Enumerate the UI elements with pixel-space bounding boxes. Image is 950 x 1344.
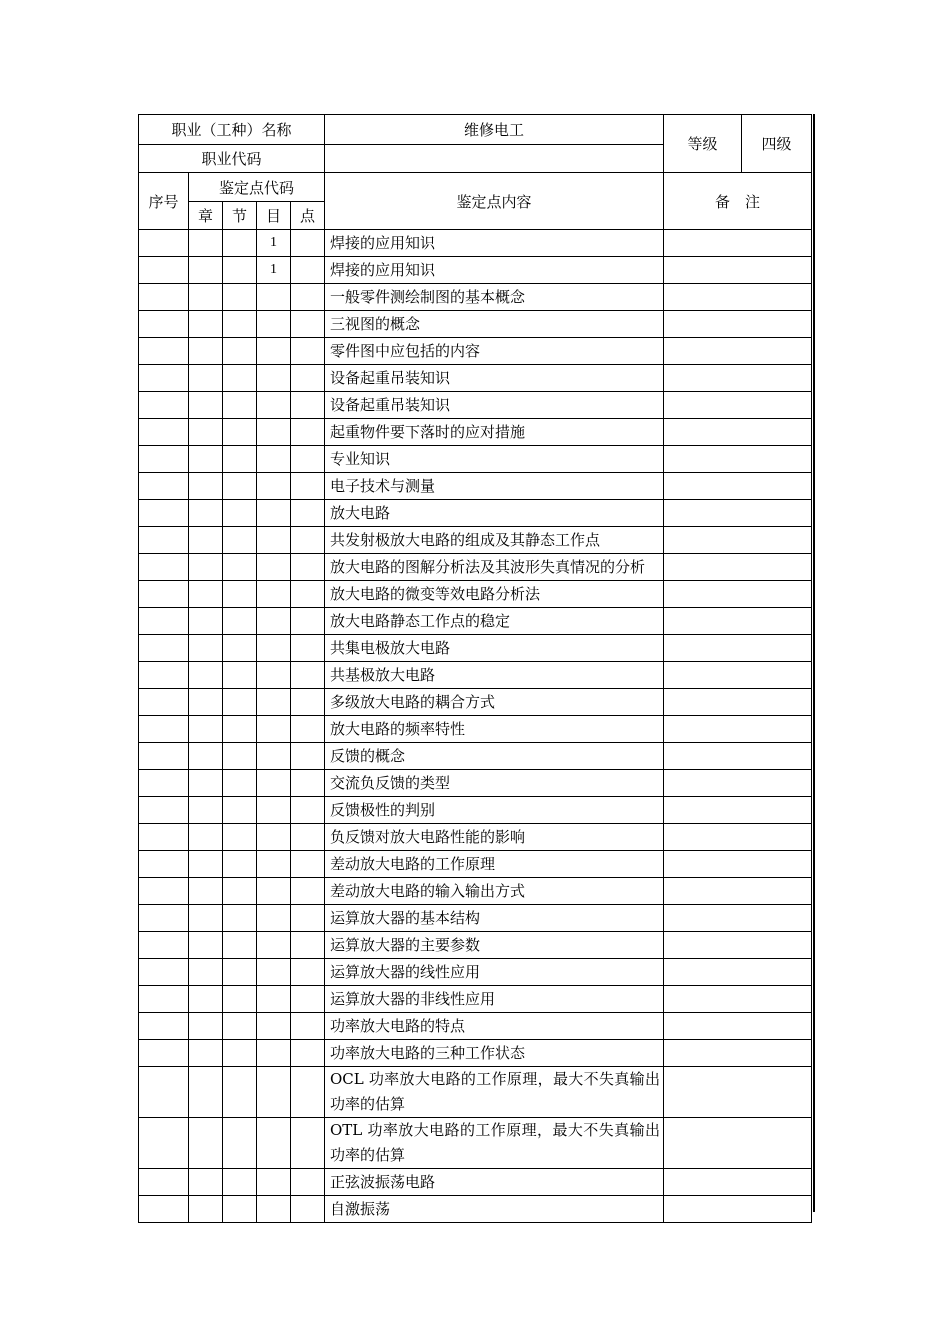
- content-cell: 反馈的概念: [325, 743, 664, 770]
- item-cell: [257, 365, 291, 392]
- point-cell: [291, 446, 325, 473]
- item-cell: [257, 797, 291, 824]
- point-cell: [291, 1013, 325, 1040]
- seq-cell: [139, 311, 189, 338]
- item-header: 目: [257, 202, 291, 230]
- point-cell: [291, 365, 325, 392]
- seq-cell: [139, 446, 189, 473]
- chapter-cell: [189, 635, 223, 662]
- item-cell: [257, 446, 291, 473]
- table-row: [139, 905, 812, 932]
- remark-cell: [664, 365, 812, 392]
- item-cell: [257, 500, 291, 527]
- point-cell: [291, 1169, 325, 1196]
- table-row: [139, 1013, 812, 1040]
- chapter-cell: [189, 1169, 223, 1196]
- seq-cell: [139, 257, 189, 284]
- item-cell: [257, 527, 291, 554]
- point-cell: [291, 716, 325, 743]
- remark-cell: [664, 230, 812, 257]
- remark-cell: [664, 797, 812, 824]
- section-cell: [223, 1196, 257, 1223]
- chapter-cell: [189, 1040, 223, 1067]
- section-cell: [223, 689, 257, 716]
- assessment-table: [138, 114, 812, 1223]
- remark-cell: [664, 554, 812, 581]
- table-row: [139, 419, 812, 446]
- point-cell: [291, 878, 325, 905]
- point-cell: [291, 1118, 325, 1169]
- seq-cell: [139, 770, 189, 797]
- item-cell: [257, 932, 291, 959]
- table-row: [139, 851, 812, 878]
- section-cell: [223, 392, 257, 419]
- content-cell: 正弦波振荡电路: [325, 1169, 664, 1196]
- point-cell: [291, 554, 325, 581]
- item-cell: [257, 824, 291, 851]
- section-cell: [223, 311, 257, 338]
- section-cell: [223, 338, 257, 365]
- point-cell: [291, 986, 325, 1013]
- point-cell: [291, 419, 325, 446]
- table-row: [139, 365, 812, 392]
- table-row: [139, 257, 812, 284]
- table-row: [139, 554, 812, 581]
- remark-cell: [664, 878, 812, 905]
- section-cell: [223, 608, 257, 635]
- chapter-cell: [189, 500, 223, 527]
- point-cell: [291, 770, 325, 797]
- seq-cell: [139, 500, 189, 527]
- remark-cell: [664, 635, 812, 662]
- item-cell: [257, 905, 291, 932]
- content-cell: 负反馈对放大电路性能的影响: [325, 824, 664, 851]
- content-cell: 放大电路: [325, 500, 664, 527]
- point-cell: [291, 905, 325, 932]
- assessment-form: [138, 114, 815, 1218]
- chapter-cell: [189, 581, 223, 608]
- content-cell: 放大电路的频率特性: [325, 716, 664, 743]
- remark-cell: [664, 851, 812, 878]
- seq-cell: [139, 1013, 189, 1040]
- remark-cell: [664, 500, 812, 527]
- seq-cell: [139, 662, 189, 689]
- point-cell: [291, 662, 325, 689]
- chapter-cell: [189, 662, 223, 689]
- content-cell: 差动放大电路的输入输出方式: [325, 878, 664, 905]
- seq-cell: [139, 986, 189, 1013]
- content-cell: 共基极放大电路: [325, 662, 664, 689]
- content-cell: 电子技术与测量: [325, 473, 664, 500]
- header-row-columns: [139, 173, 812, 202]
- point-cell: [291, 257, 325, 284]
- seq-cell: [139, 689, 189, 716]
- content-cell: 设备起重吊装知识: [325, 392, 664, 419]
- point-cell: [291, 743, 325, 770]
- seq-cell: [139, 905, 189, 932]
- chapter-cell: [189, 986, 223, 1013]
- remark-cell: [664, 905, 812, 932]
- table-row: [139, 581, 812, 608]
- chapter-cell: [189, 527, 223, 554]
- content-cell: 共发射极放大电路的组成及其静态工作点: [325, 527, 664, 554]
- table-row: [139, 1118, 812, 1169]
- table-row: [139, 500, 812, 527]
- point-cell: [291, 797, 325, 824]
- seq-cell: [139, 392, 189, 419]
- item-cell: [257, 716, 291, 743]
- seq-cell: [139, 716, 189, 743]
- section-cell: [223, 284, 257, 311]
- seq-cell: [139, 797, 189, 824]
- item-cell: [257, 338, 291, 365]
- content-cell: 零件图中应包括的内容: [325, 338, 664, 365]
- remark-cell: [664, 1067, 812, 1118]
- seq-cell: [139, 419, 189, 446]
- section-cell: [223, 1169, 257, 1196]
- item-cell: [257, 581, 291, 608]
- section-cell: [223, 527, 257, 554]
- point-cell: [291, 851, 325, 878]
- seq-header: 序号: [139, 173, 189, 230]
- item-cell: [257, 392, 291, 419]
- point-cell: [291, 635, 325, 662]
- section-cell: [223, 716, 257, 743]
- remark-cell: [664, 689, 812, 716]
- remark-cell: [664, 527, 812, 554]
- item-cell: [257, 419, 291, 446]
- section-cell: [223, 959, 257, 986]
- seq-cell: [139, 284, 189, 311]
- remark-cell: [664, 608, 812, 635]
- content-cell: 焊接的应用知识: [325, 230, 664, 257]
- seq-cell: [139, 824, 189, 851]
- point-cell: [291, 824, 325, 851]
- chapter-cell: [189, 419, 223, 446]
- point-cell: [291, 311, 325, 338]
- point-cell: [291, 230, 325, 257]
- chapter-cell: [189, 743, 223, 770]
- chapter-cell: [189, 311, 223, 338]
- table-row: [139, 716, 812, 743]
- content-cell: 交流负反馈的类型: [325, 770, 664, 797]
- section-cell: [223, 662, 257, 689]
- chapter-cell: [189, 365, 223, 392]
- point-cell: [291, 608, 325, 635]
- item-cell: [257, 959, 291, 986]
- content-cell: 运算放大器的线性应用: [325, 959, 664, 986]
- remark-cell: [664, 581, 812, 608]
- seq-cell: [139, 230, 189, 257]
- chapter-cell: [189, 257, 223, 284]
- item-cell: [257, 851, 291, 878]
- item-cell: [257, 554, 291, 581]
- seq-cell: [139, 878, 189, 905]
- seq-cell: [139, 1118, 189, 1169]
- point-header: 点: [291, 202, 325, 230]
- seq-cell: [139, 959, 189, 986]
- table-row: [139, 527, 812, 554]
- seq-cell: [139, 851, 189, 878]
- content-cell: OCL 功率放大电路的工作原理，最大不失真输出功率的估算: [325, 1067, 664, 1118]
- content-cell: 放大电路静态工作点的稳定: [325, 608, 664, 635]
- table-row: [139, 284, 812, 311]
- table-row: [139, 1196, 812, 1223]
- remark-cell: [664, 1118, 812, 1169]
- seq-cell: [139, 527, 189, 554]
- table-row: [139, 230, 812, 257]
- table-row: [139, 635, 812, 662]
- content-cell: 共集电极放大电路: [325, 635, 664, 662]
- content-cell: 专业知识: [325, 446, 664, 473]
- remark-cell: [664, 662, 812, 689]
- chapter-cell: [189, 797, 223, 824]
- remark-cell: [664, 986, 812, 1013]
- chapter-cell: [189, 824, 223, 851]
- chapter-cell: [189, 932, 223, 959]
- section-cell: [223, 770, 257, 797]
- content-cell: 放大电路的图解分析法及其波形失真情况的分析: [325, 554, 664, 581]
- chapter-cell: [189, 716, 223, 743]
- chapter-header: 章: [189, 202, 223, 230]
- chapter-cell: [189, 338, 223, 365]
- table-row: [139, 473, 812, 500]
- item-cell: 1: [257, 257, 291, 284]
- chapter-cell: [189, 473, 223, 500]
- content-cell: 自激振荡: [325, 1196, 664, 1223]
- table-row: [139, 689, 812, 716]
- section-cell: [223, 500, 257, 527]
- content-cell: 起重物件要下落时的应对措施: [325, 419, 664, 446]
- point-code-header: 鉴定点代码: [189, 173, 325, 202]
- remark-cell: [664, 473, 812, 500]
- level-value: 四级: [742, 115, 812, 173]
- table-row: [139, 1040, 812, 1067]
- level-label: 等级: [664, 115, 742, 173]
- point-cell: [291, 284, 325, 311]
- table-row: [139, 770, 812, 797]
- section-cell: [223, 581, 257, 608]
- point-cell: [291, 689, 325, 716]
- item-cell: [257, 878, 291, 905]
- seq-cell: [139, 608, 189, 635]
- table-row: [139, 986, 812, 1013]
- code-label: 职业代码: [139, 145, 325, 173]
- content-cell: 运算放大器的基本结构: [325, 905, 664, 932]
- table-row: [139, 338, 812, 365]
- content-cell: 反馈极性的判别: [325, 797, 664, 824]
- content-cell: 差动放大电路的工作原理: [325, 851, 664, 878]
- seq-cell: [139, 932, 189, 959]
- item-cell: [257, 1196, 291, 1223]
- section-cell: [223, 554, 257, 581]
- content-cell: 功率放大电路的特点: [325, 1013, 664, 1040]
- table-row: [139, 959, 812, 986]
- section-cell: [223, 1067, 257, 1118]
- remark-cell: [664, 257, 812, 284]
- item-cell: [257, 743, 291, 770]
- item-cell: [257, 1040, 291, 1067]
- remark-cell: [664, 743, 812, 770]
- seq-cell: [139, 338, 189, 365]
- table-row: [139, 878, 812, 905]
- section-cell: [223, 851, 257, 878]
- table-row: [139, 311, 812, 338]
- table-row: [139, 1067, 812, 1118]
- chapter-cell: [189, 608, 223, 635]
- remark-cell: [664, 419, 812, 446]
- content-cell: 三视图的概念: [325, 311, 664, 338]
- table-row: [139, 662, 812, 689]
- content-cell: 一般零件测绘制图的基本概念: [325, 284, 664, 311]
- content-header: 鉴定点内容: [325, 173, 664, 230]
- section-cell: [223, 905, 257, 932]
- chapter-cell: [189, 1196, 223, 1223]
- content-cell: 运算放大器的主要参数: [325, 932, 664, 959]
- section-cell: [223, 1013, 257, 1040]
- point-cell: [291, 527, 325, 554]
- table-row: [139, 743, 812, 770]
- remark-cell: [664, 770, 812, 797]
- section-cell: [223, 986, 257, 1013]
- table-row: [139, 446, 812, 473]
- item-cell: [257, 635, 291, 662]
- section-cell: [223, 797, 257, 824]
- point-cell: [291, 1196, 325, 1223]
- item-cell: [257, 1118, 291, 1169]
- item-cell: [257, 608, 291, 635]
- section-cell: [223, 1040, 257, 1067]
- section-cell: [223, 230, 257, 257]
- table-row: [139, 932, 812, 959]
- section-cell: [223, 824, 257, 851]
- item-cell: [257, 1013, 291, 1040]
- remark-cell: [664, 1196, 812, 1223]
- table-row: [139, 392, 812, 419]
- section-cell: [223, 932, 257, 959]
- section-cell: [223, 365, 257, 392]
- item-cell: [257, 770, 291, 797]
- item-cell: [257, 1169, 291, 1196]
- seq-cell: [139, 743, 189, 770]
- chapter-cell: [189, 1067, 223, 1118]
- remark-cell: [664, 392, 812, 419]
- remark-cell: [664, 1013, 812, 1040]
- table-row: [139, 1169, 812, 1196]
- item-cell: [257, 662, 291, 689]
- item-cell: [257, 473, 291, 500]
- section-header: 节: [223, 202, 257, 230]
- section-cell: [223, 419, 257, 446]
- header-row-occupation: [139, 115, 812, 145]
- item-cell: [257, 986, 291, 1013]
- occupation-label: 职业（工种）名称: [139, 115, 325, 145]
- seq-cell: [139, 365, 189, 392]
- seq-cell: [139, 581, 189, 608]
- content-cell: 功率放大电路的三种工作状态: [325, 1040, 664, 1067]
- point-cell: [291, 932, 325, 959]
- chapter-cell: [189, 230, 223, 257]
- content-cell: OTL 功率放大电路的工作原理，最大不失真输出功率的估算: [325, 1118, 664, 1169]
- seq-cell: [139, 554, 189, 581]
- remark-cell: [664, 311, 812, 338]
- chapter-cell: [189, 905, 223, 932]
- item-cell: [257, 1067, 291, 1118]
- table-row: [139, 797, 812, 824]
- chapter-cell: [189, 689, 223, 716]
- point-cell: [291, 1040, 325, 1067]
- point-cell: [291, 959, 325, 986]
- chapter-cell: [189, 446, 223, 473]
- section-cell: [223, 257, 257, 284]
- content-cell: 设备起重吊装知识: [325, 365, 664, 392]
- seq-cell: [139, 1169, 189, 1196]
- section-cell: [223, 1118, 257, 1169]
- point-cell: [291, 473, 325, 500]
- item-cell: [257, 284, 291, 311]
- remark-cell: [664, 1169, 812, 1196]
- item-cell: [257, 689, 291, 716]
- remark-cell: [664, 338, 812, 365]
- remark-cell: [664, 446, 812, 473]
- remark-cell: [664, 824, 812, 851]
- content-cell: 多级放大电路的耦合方式: [325, 689, 664, 716]
- chapter-cell: [189, 1118, 223, 1169]
- point-cell: [291, 500, 325, 527]
- chapter-cell: [189, 284, 223, 311]
- chapter-cell: [189, 1013, 223, 1040]
- remark-cell: [664, 959, 812, 986]
- chapter-cell: [189, 770, 223, 797]
- point-cell: [291, 581, 325, 608]
- table-row: [139, 824, 812, 851]
- chapter-cell: [189, 959, 223, 986]
- content-cell: 运算放大器的非线性应用: [325, 986, 664, 1013]
- seq-cell: [139, 1040, 189, 1067]
- chapter-cell: [189, 554, 223, 581]
- item-cell: [257, 311, 291, 338]
- section-cell: [223, 635, 257, 662]
- content-cell: 焊接的应用知识: [325, 257, 664, 284]
- code-value: [325, 145, 664, 173]
- seq-cell: [139, 473, 189, 500]
- table-row: [139, 608, 812, 635]
- section-cell: [223, 878, 257, 905]
- seq-cell: [139, 635, 189, 662]
- content-cell: 放大电路的微变等效电路分析法: [325, 581, 664, 608]
- item-cell: 1: [257, 230, 291, 257]
- chapter-cell: [189, 878, 223, 905]
- point-cell: [291, 1067, 325, 1118]
- section-cell: [223, 446, 257, 473]
- remark-cell: [664, 1040, 812, 1067]
- section-cell: [223, 743, 257, 770]
- point-cell: [291, 392, 325, 419]
- seq-cell: [139, 1067, 189, 1118]
- remark-cell: [664, 284, 812, 311]
- section-cell: [223, 473, 257, 500]
- chapter-cell: [189, 851, 223, 878]
- remark-header: 备 注: [664, 173, 812, 230]
- occupation-value: 维修电工: [325, 115, 664, 145]
- remark-cell: [664, 932, 812, 959]
- remark-cell: [664, 716, 812, 743]
- chapter-cell: [189, 392, 223, 419]
- seq-cell: [139, 1196, 189, 1223]
- point-cell: [291, 338, 325, 365]
